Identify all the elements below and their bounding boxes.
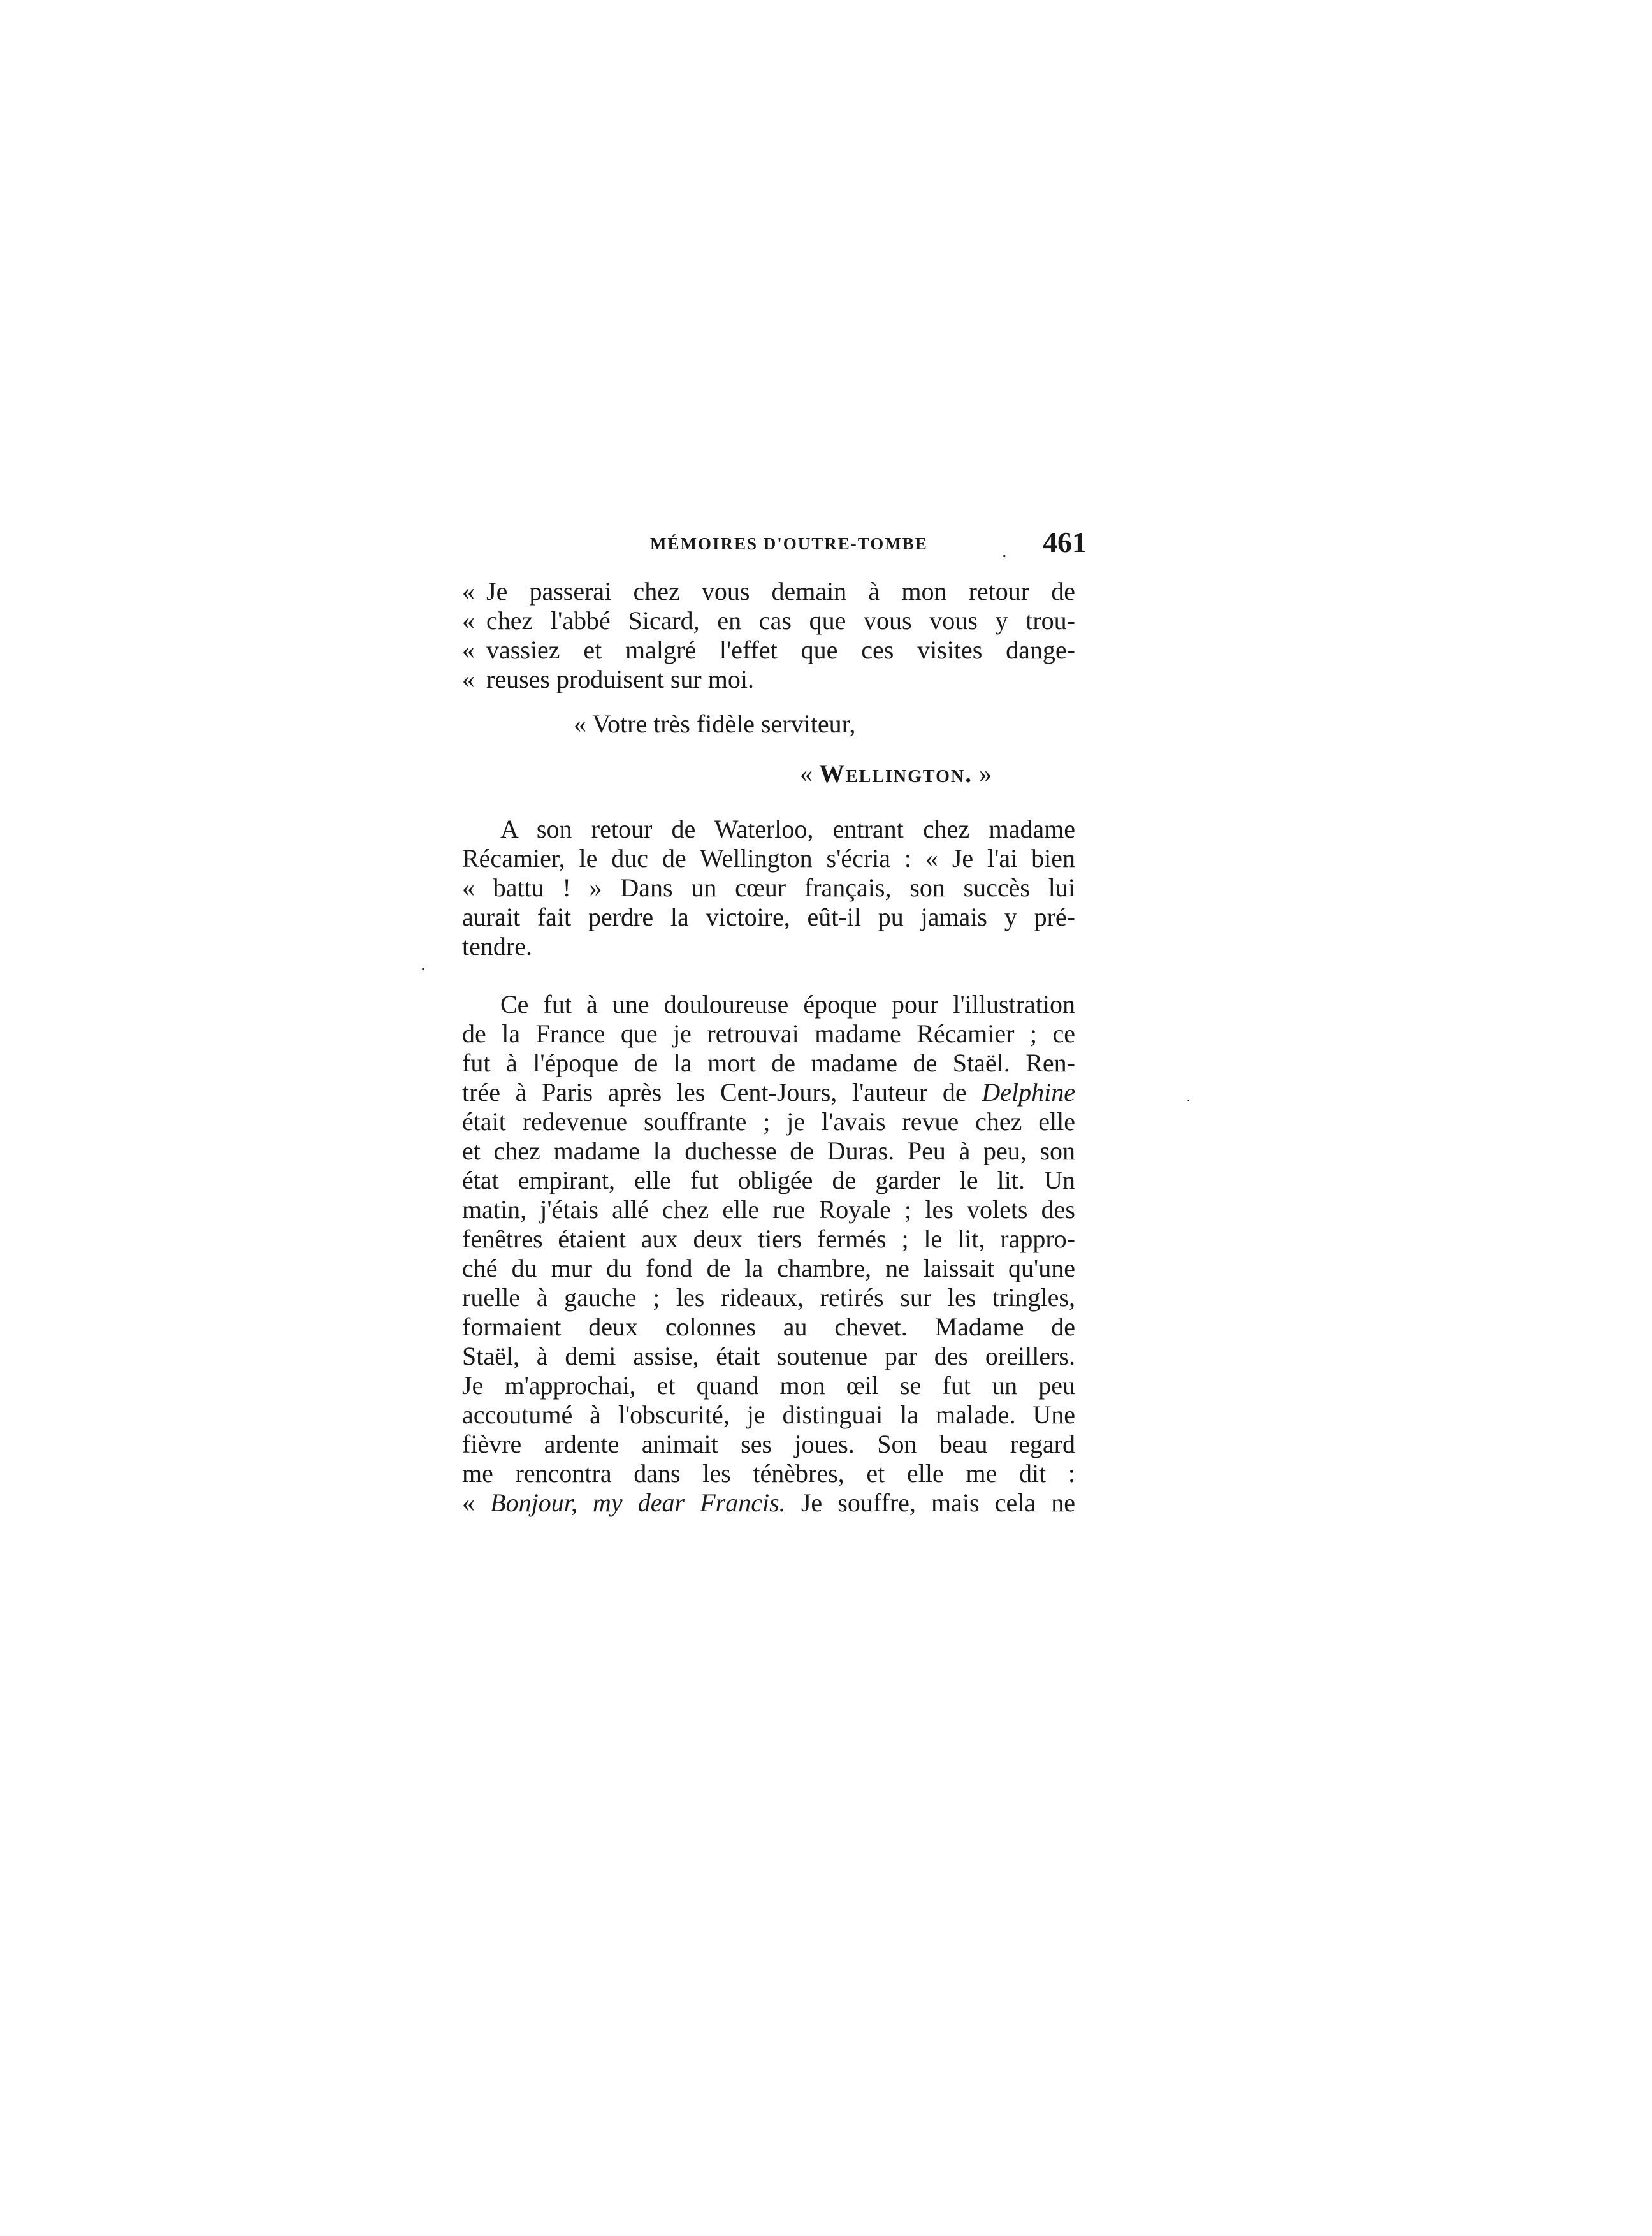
print-speck: . [1002,541,1007,562]
paragraph-line: matin, j'étais allé chez elle rue Royale ; les volets des [462,1195,1075,1224]
paragraph-line: formaient deux colonnes au chevet. Madame de [462,1312,1075,1341]
paragraph-line: fut à l'époque de la mort de madame de Staël. Ren- [462,1049,1075,1077]
paragraph-line: me rencontra dans les ténèbres, et elle me dit : [462,1459,1075,1488]
letter-line-text: chez l'abbé Sicard, en cas que vous vous y trou- [486,606,1075,635]
paragraph-stael [462,990,1075,1518]
paragraph-line: aurait fait perdre la victoire, eût-il pu jamais y pré- [462,903,1075,931]
paragraph-line: « battu ! » Dans un cœur français, son succès lui [462,873,1075,902]
letter-quote-block [462,577,1075,694]
paragraph-line: accoutumé à l'obscurité, je distinguai la malade. Une [462,1400,1075,1429]
letter-line [462,577,1075,606]
paragraph-line: fièvre ardente animait ses joues. Son beau regard [462,1430,1075,1458]
paragraph-line: tendre. [462,932,532,961]
signature-name: Wellington. [819,759,973,788]
paragraph-line: Récamier, le duc de Wellington s'écria : « Je l'ai bien [462,844,1075,873]
letter-line-text: reuses produisent sur moi. [486,665,754,693]
letter-signature [800,759,992,788]
paragraph-line: Ce fut à une douloureuse époque pour l'illustration [500,990,1075,1019]
paragraph-line: état empirant, elle fut obligée de garder le lit. Un [462,1166,1075,1194]
paragraph-line: était redevenue souffrante ; je l'avais revue chez elle [462,1107,1075,1136]
paragraph-line: Je m'approchai, et quand mon œil se fut un peu [462,1371,1075,1400]
book-title-delphine: Delphine [982,1078,1075,1107]
line-text: Je souffre, mais cela ne [785,1488,1075,1517]
quote-mark: » [979,759,992,788]
greeting-italic: Bonjour, my dear Francis. [490,1488,786,1517]
quote-mark: « [462,635,475,664]
letter-line-text: vassiez et malgré l'effet que ces visites dange- [486,635,1075,664]
paragraph-waterloo [462,815,1075,961]
paragraph-line: Staël, à demi assise, était soutenue par des oreillers. [462,1342,1075,1370]
letter-line-text: Je passerai chez vous demain à mon retour de [486,577,1075,606]
letter-line [462,606,1075,635]
letter-line [462,665,1075,694]
letter-closing: « Votre très fidèle serviteur, [574,709,856,738]
quote-mark: « [462,665,475,693]
print-speck: . [421,954,426,975]
paragraph-line [462,1488,1075,1518]
line-text: trée à Paris après les Cent-Jours, l'auteur de [462,1078,982,1107]
print-speck: . [1187,1091,1190,1105]
paragraph-line: ché du mur du fond de la chambre, ne laissait qu'une [462,1254,1075,1282]
paragraph-line: ruelle à gauche ; les rideaux, retirés sur les tringles, [462,1283,1075,1312]
paragraph-line: et chez madame la duchesse de Duras. Peu à peu, son [462,1136,1075,1165]
letter-line [462,635,1075,665]
paragraph-line [462,1078,1075,1107]
page-number: 461 [1043,526,1087,558]
quote-mark: « [462,1488,475,1517]
quote-mark: « [462,577,475,606]
running-title: MÉMOIRES D'OUTRE-TOMBE [650,534,928,553]
quote-mark: « [462,606,475,635]
paragraph-line: fenêtres étaient aux deux tiers fermés ; le lit, rappro- [462,1224,1075,1253]
quote-mark: « [800,759,813,788]
paragraph-line: A son retour de Waterloo, entrant chez madame [500,815,1075,843]
paragraph-line: de la France que je retrouvai madame Récamier ; ce [462,1019,1075,1048]
